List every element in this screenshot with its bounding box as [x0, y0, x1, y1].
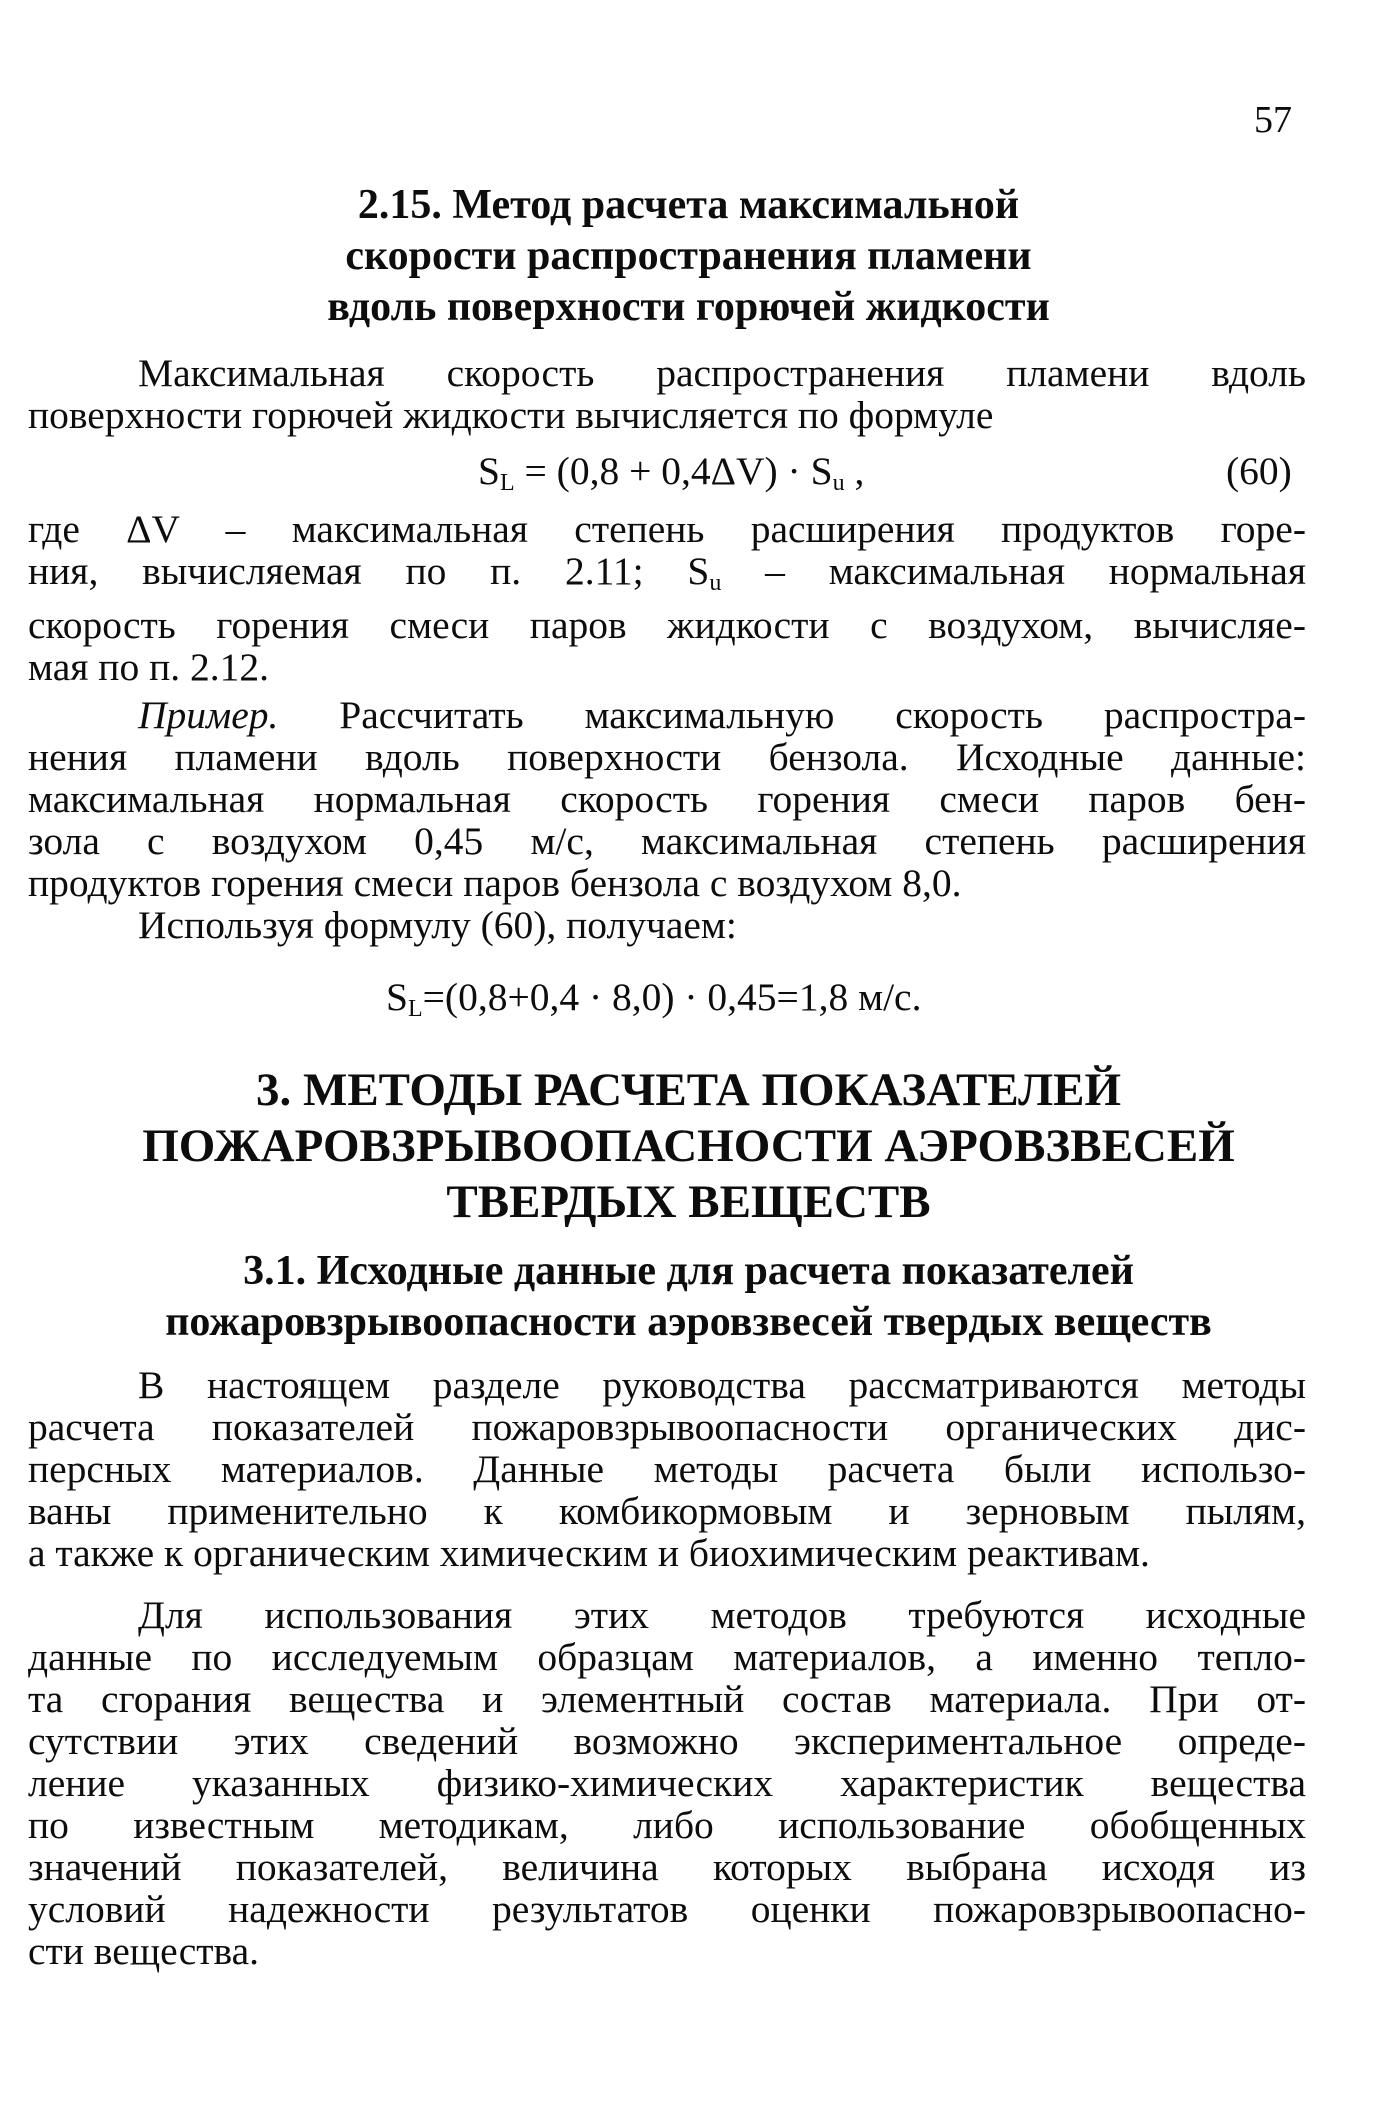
text-line — [28, 550, 1306, 604]
paragraph-3-1-a — [28, 1364, 1306, 1574]
text-line: Используя формулу (60), получаем: — [138, 903, 737, 947]
example-paragraph — [28, 694, 1306, 946]
page-number: 57 — [1254, 99, 1292, 141]
section-title-2-15 — [0, 180, 1377, 333]
chapter-title-3 — [0, 1062, 1377, 1230]
chapter-title-line: ПОЖАРОВЗРЫВООПАСНОСТИ АЭРОВЗВЕСЕЙ — [142, 1120, 1235, 1172]
formula-tail: , — [844, 449, 865, 493]
text-line: зола с воздухом 0,45 м/с, максимальная степень расширения — [28, 819, 1306, 863]
where-paragraph — [28, 508, 1306, 688]
text-line: сутствии этих сведений возможно экспериментальное опреде- — [28, 1719, 1306, 1763]
text-line: Для использования этих методов требуются исходные — [138, 1593, 1306, 1637]
formula-lhs: S — [478, 449, 500, 493]
section-title-line: скорости распространения пламени — [345, 233, 1032, 279]
text-fragment: – максимальная нормальная — [721, 549, 1306, 593]
formula-60 — [478, 448, 864, 497]
result-rhs: =(0,8+0,4 · 8,0) · 0,45=1,8 м/с. — [422, 975, 922, 1019]
text-line: мая по п. 2.12. — [28, 645, 269, 689]
text-line: условий надежности результатов оценки пожаровзрывоопасно- — [28, 1887, 1306, 1931]
text-line: нения пламени вдоль поверхности бензола. Исходные данные: — [28, 735, 1306, 779]
text-line: по известным методикам, либо использование обобщенных — [28, 1803, 1306, 1847]
equation-number: (60) — [1226, 449, 1292, 493]
chapter-title-line: ТВЕРДЫХ ВЕЩЕСТВ — [446, 1176, 931, 1228]
text-line: поверхности горючей жидкости вычисляется по формуле — [28, 393, 994, 437]
result-lhs: S — [386, 975, 408, 1019]
text-line — [28, 694, 1306, 736]
section-title-3-1 — [0, 1246, 1377, 1348]
section-title-line: 3.1. Исходные данные для расчета показателей — [243, 1248, 1134, 1294]
text-line: значений показателей, величина которых выбрана исходя из — [28, 1845, 1306, 1889]
text-line: максимальная нормальная скорость горения смеси паров бен- — [28, 777, 1306, 821]
text-line: данные по исследуемым образцам материалов, а именно тепло- — [28, 1635, 1306, 1679]
chapter-title-line: 3. МЕТОДЫ РАСЧЕТА ПОКАЗАТЕЛЕЙ — [255, 1064, 1122, 1116]
section-title-line: 2.15. Метод расчета максимальной — [357, 182, 1020, 228]
subscript: u — [709, 570, 722, 596]
formula-rhs-sub: u — [832, 470, 845, 496]
formula-rhs: = (0,8 + 0,4ΔV) · S — [514, 449, 833, 493]
intro-paragraph — [28, 352, 1306, 436]
formula-lhs-sub: L — [499, 470, 515, 496]
text-line: ление указанных физико-химических характеристик вещества — [28, 1761, 1306, 1805]
text-line: продуктов горения смеси паров бензола с воздухом 8,0. — [28, 861, 962, 905]
example-label: Пример. — [138, 693, 279, 737]
paragraph-3-1-b — [28, 1594, 1306, 1972]
text-line: скорость горения смеси паров жидкости с воздухом, вычисляе- — [28, 603, 1306, 647]
section-title-line: вдоль поверхности горючей жидкости — [327, 284, 1050, 330]
text-line: где ΔV – максимальная степень расширения продуктов горе- — [28, 507, 1306, 551]
result-lhs-sub: L — [407, 996, 423, 1022]
section-title-line: пожаровзрывоопасности аэровзвесей твердых веществ — [165, 1299, 1212, 1345]
text-line: а также к органическим химическим и биохимическим реактивам. — [28, 1531, 1150, 1575]
text-line: В настоящем разделе руководства рассматриваются методы — [138, 1363, 1306, 1407]
text-line: ваны применительно к комбикормовым и зерновым пылям, — [28, 1489, 1306, 1533]
text-line: Максимальная скорость распространения пламени вдоль — [138, 351, 1306, 395]
result-formula — [386, 974, 921, 1023]
text-fragment: ния, вычисляемая по п. 2.11; S — [28, 549, 710, 593]
text-fragment: Рассчитать максимальную скорость распростра- — [278, 693, 1306, 737]
text-line: расчета показателей пожаровзрывоопасности органических дис- — [28, 1405, 1306, 1449]
text-line: сти вещества. — [28, 1929, 260, 1973]
text-line: та сгорания вещества и элементный состав материала. При от- — [28, 1677, 1306, 1721]
text-line: персных материалов. Данные методы расчета были использо- — [28, 1447, 1306, 1491]
